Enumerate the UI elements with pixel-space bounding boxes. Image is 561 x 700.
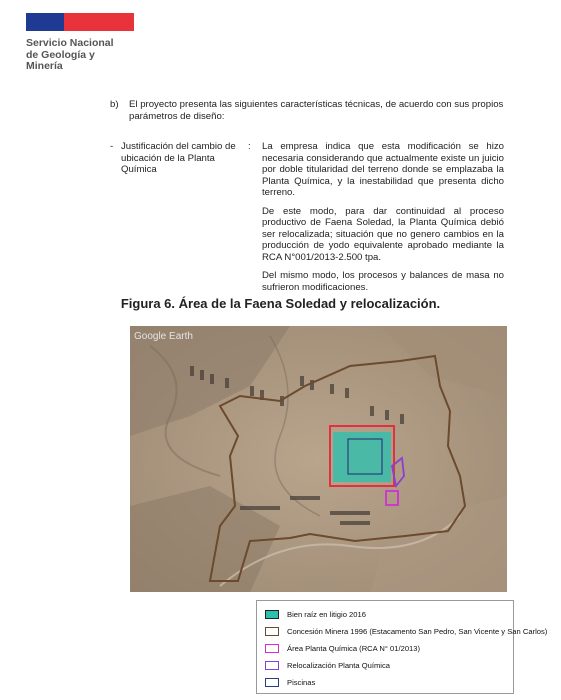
flag-blue-stripe — [26, 13, 64, 31]
legend-label: Área Planta Química (RCA N° 01/2013) — [287, 644, 421, 653]
item-b-label: b) — [110, 99, 119, 110]
bullet-dash: - — [110, 141, 114, 152]
paragraph-2: De este modo, para dar continuidad al proceso productivo de Faena Soledad, la Planta Química debió ser relocalizada; situación que no genero cambios en la producción de yodo equivalente aprobado mediante la RCA N°001/2013-2.500 tpa. — [262, 205, 504, 263]
legend-label: Piscinas — [287, 678, 316, 687]
legend-swatch — [265, 678, 279, 687]
satellite-map — [130, 326, 507, 592]
organization-name — [26, 38, 114, 73]
paragraph-1: La empresa indica que esta modificación se hizo necesaria considerando que actualmente existe un juicio por doble titularidad del terreno donde se emplazaba la Planta Química, y la inestabilidad que presenta dicho terreno. — [262, 141, 504, 198]
org-line-1: Servicio Nacional — [26, 37, 114, 49]
justificacion-body — [262, 141, 504, 300]
legend-swatch — [265, 661, 279, 670]
colon: : — [248, 141, 251, 152]
justificacion-label: Justificación del cambio de ubicación de la Planta Química — [121, 141, 236, 175]
org-line-2: de Geología y — [26, 48, 95, 61]
flag-red-stripe — [64, 13, 134, 31]
map-legend — [256, 600, 548, 694]
legend-swatch — [265, 644, 279, 653]
legend-swatch — [265, 627, 279, 636]
legend-label: Bien raíz en litigio 2016 — [287, 610, 366, 619]
paragraph-3: Del mismo modo, los procesos y balances de masa no sufrieron modificaciones. — [262, 270, 504, 293]
item-b-text: El proyecto presenta las siguientes características técnicas, de acuerdo con sus propios parámetros de diseño: — [129, 99, 504, 122]
map-image — [130, 326, 507, 592]
legend-swatch — [265, 610, 279, 619]
figure-title: Figura 6. Área de la Faena Soledad y relocalización. — [120, 296, 441, 311]
org-line-3: Minería — [26, 60, 63, 72]
government-flag-logo — [26, 13, 134, 31]
legend-label: Concesión Minera 1996 (Estacamento San Pedro, San Vicente y San Carlos) — [287, 627, 548, 636]
map-watermark: Google Earth — [134, 331, 193, 342]
legend-label: Relocalización Planta Química — [287, 661, 390, 670]
